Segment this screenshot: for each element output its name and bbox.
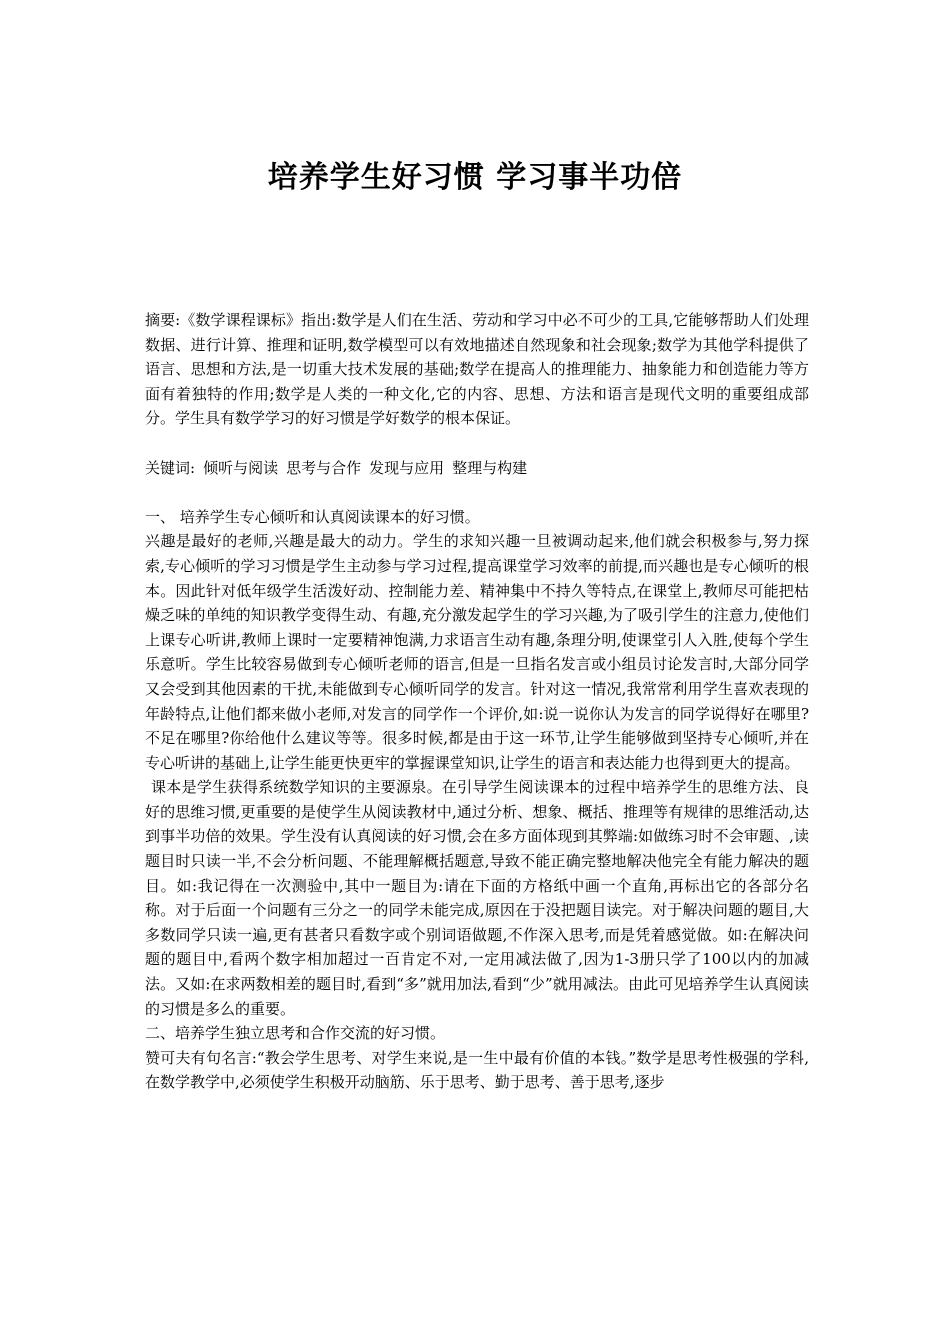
spacer <box>145 480 809 505</box>
abstract-paragraph: 摘要:《数学课程课标》指出:数学是人们在生活、劳动和学习中必不可少的工具,它能够帮助人们处理数据、进行计算、推理和证明,数学模型可以有效地描述自然现象和社会现象;数学为其他学科提供了语言、思想和方法,是一切重大技术发展的基础;数学在提高人的推理能力、抽象能力和创造能力等方面有着独特的作用;数学是人类的一种文化,它的内容、思想、方法和语言是现代文明的重要组成部分。学生具有数学学习的好习惯是学好数学的根本保证。 <box>145 311 809 428</box>
document-title: 培养学生好习惯 学习事半功倍 <box>267 160 683 195</box>
keyword-item: 发现与应用 <box>369 458 445 477</box>
body-paragraph: 课本是学生获得系统数学知识的主要源泉。在引导学生阅读课本的过程中培养学生的思维方法、良好的思维习惯,更重要的是使学生从阅读教材中,通过分析、想象、概括、推理等有规律的思维活动,达到事半功倍的效果。学生没有认真阅读的好习惯,会在多方面体现到其弊端:如做练习时不会审题、,读题目时只读一半,不会分析问题、不能理解概括题意,导致不能正确完整地解决他完全有能力解决的题目。如:我记得在一次测验中,其中一题目为:请在下面的方格纸中画一个直角,再标出它的各部分名称。对于后面一个问题有三分之一的同学未能完成,原因在于没把题目读完。对于解决问题的题目,大多数同学只读一遍,更有甚者只看数字或个别词语做题,不作深入思考,而是凭着感觉做。如:在解决问题的题目中,看两个数字相加超过一百肯定不对,一定用减法做了,因为1-3册只学了100以内的加减法。又如:在求两数相差的题目时,看到“多”就用加法,看到“少”就用减法。由此可见培养学生认真阅读的习惯是多么的重要。 <box>145 778 809 1018</box>
keyword-item: 思考与合作 <box>286 458 362 477</box>
keywords-line <box>145 456 809 481</box>
spacer <box>145 431 809 456</box>
body-paragraph: 赞可夫有句名言:“教会学生思考、对学生来说,是一生中最有价值的本钱。”数学是思考性极强的学科,在数学教学中,必须使学生积极开动脑筋、乐于思考、勤于思考、善于思考,逐步 <box>145 1048 809 1092</box>
body-paragraph: 兴趣是最好的老师,兴趣是最大的动力。学生的求知兴趣一旦被调动起来,他们就会积极参与,努力探索,专心倾听的学习习惯是学生主动参与学习过程,提高课堂学习效率的前提,而兴趣也是专心倾听的根本。因此针对低年级学生活泼好动、控制能力差、精神集中不持久等特点,在课堂上,教师尽可能把枯燥乏味的单纯的知识教学变得生动、有趣,充分激发起学生的学习兴趣,为了吸引学生的注意力,使他们上课专心听讲,教师上课时一定要精神饱满,力求语言生动有趣,条理分明,使课堂引人入胜,使每个学生乐意听。学生比较容易做到专心倾听老师的语言,但是一旦指名发言或小组员讨论发言时,大部分同学又会受到其他因素的干扰,未能做到专心倾听同学的发言。针对这一情况,我常常利用学生喜欢表现的年龄特点,让他们都来做小老师,对发言的同学作一个评价,如:说一说你认为发言的同学说得好在哪里?不足在哪里?你给他什么建议等等。很多时候,都是由于这一环节,让学生能够做到坚持专心倾听,并在专心听讲的基础上,让学生能更快更牢的掌握课堂知识,让学生的语言和表达能力也得到更大的提高。 <box>145 532 809 772</box>
document-body <box>145 308 809 1095</box>
keyword-item: 倾听与阅读 <box>203 458 279 477</box>
keyword-item: 整理与构建 <box>452 458 528 477</box>
section-heading: 一、 培养学生专心倾听和认真阅读课本的好习惯。 <box>145 507 480 526</box>
section-heading: 二、培养学生独立思考和合作交流的好习惯。 <box>145 1024 446 1043</box>
keywords-label: 关键词: <box>145 458 196 477</box>
